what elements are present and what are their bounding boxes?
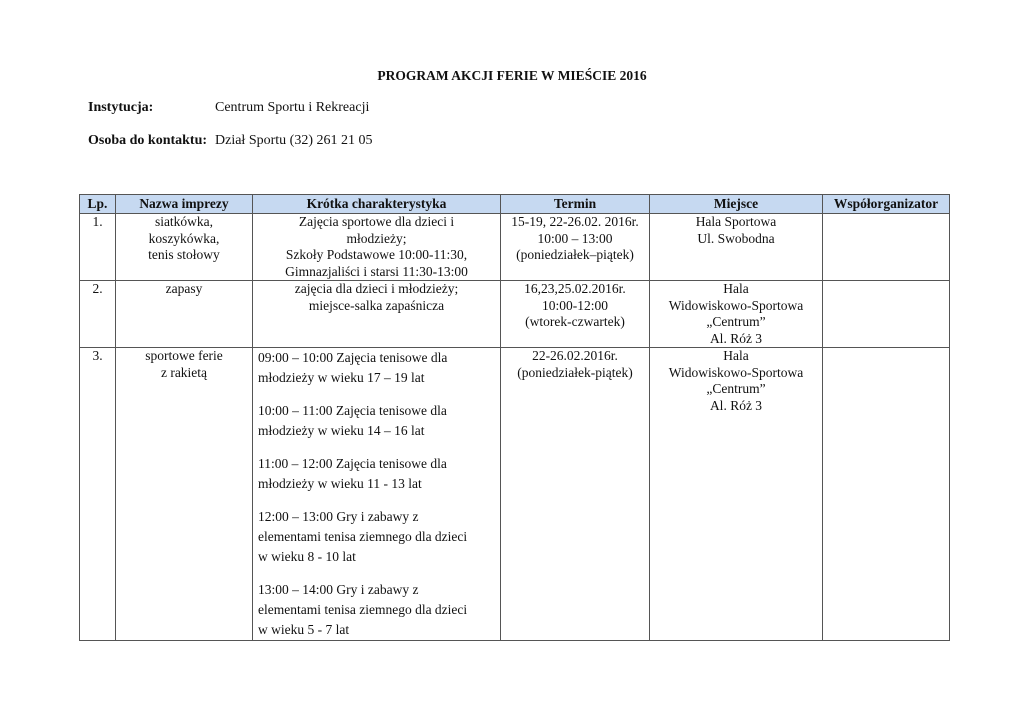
- schedule-paragraph: [258, 401, 497, 441]
- text-line: Hala: [723, 281, 749, 296]
- table-row: [80, 281, 950, 348]
- text-line: 13:00 – 14:00 Gry i zabawy z: [258, 582, 419, 597]
- cell-lp: 2.: [80, 281, 116, 348]
- text-line: Al. Róż 3: [709, 330, 763, 346]
- text-line: Al. Róż 3: [709, 397, 763, 413]
- text-line: Widowiskowo-Sportowa: [668, 364, 804, 380]
- text-line: młodzieży;: [346, 230, 407, 246]
- cell-coorganizer: [823, 348, 950, 641]
- cell-term: [501, 348, 650, 641]
- text-line: (wtorek-czwartek): [525, 314, 625, 329]
- text-line: Ul. Swobodna: [697, 230, 775, 246]
- header-coorganizer: Współorganizator: [823, 195, 950, 214]
- text-line: (poniedziałek–piątek): [516, 247, 634, 262]
- cell-event-name: [116, 348, 253, 641]
- cell-place: [650, 214, 823, 281]
- text-line: 10:00 – 11:00 Zajęcia tenisowe dla: [258, 403, 447, 418]
- text-line: 11:00 – 12:00 Zajęcia tenisowe dla: [258, 456, 447, 471]
- text-line: w wieku 5 - 7 lat: [258, 622, 350, 637]
- text-line: zajęcia dla dzieci i młodzieży;: [294, 281, 459, 296]
- text-line: miejsce-salka zapaśnicza: [308, 297, 445, 313]
- text-line: 10:00-12:00: [542, 297, 608, 313]
- text-line: 09:00 – 10:00 Zajęcia tenisowe dla: [258, 350, 448, 365]
- cell-place: [650, 281, 823, 348]
- header-place: Miejsce: [650, 195, 823, 214]
- cell-coorganizer: [823, 214, 950, 281]
- text-line: 10:00 – 13:00: [537, 230, 613, 246]
- text-line: młodzieży w wieku 17 – 19 lat: [258, 370, 425, 385]
- cell-term: [501, 214, 650, 281]
- header-term: Termin: [501, 195, 650, 214]
- header-event-name: Nazwa imprezy: [116, 195, 253, 214]
- text-line: siatkówka,: [154, 214, 214, 229]
- text-line: sportowe ferie: [145, 348, 223, 363]
- cell-place: [650, 348, 823, 641]
- text-line: „Centrum”: [706, 381, 766, 396]
- text-line: młodzieży w wieku 11 - 13 lat: [258, 476, 422, 491]
- schedule-paragraph: [258, 454, 497, 494]
- text-line: 15-19, 22-26.02. 2016r.: [511, 214, 639, 229]
- cell-coorganizer: [823, 281, 950, 348]
- text-line: Hala: [723, 348, 749, 363]
- cell-event-name: [116, 214, 253, 281]
- cell-description: [253, 281, 501, 348]
- text-line: elementami tenisa ziemnego dla dzieci: [258, 529, 468, 544]
- text-line: Szkoły Podstawowe 10:00-11:30,: [285, 247, 468, 262]
- text-line: Hala Sportowa: [695, 214, 777, 229]
- text-line: zapasy: [165, 281, 203, 296]
- table-row: [80, 348, 950, 641]
- institution-label: Instytucja:: [88, 100, 154, 115]
- text-line: Gimnazjaliści i starsi 11:30-13:00: [285, 263, 468, 279]
- text-line: „Centrum”: [706, 314, 766, 329]
- text-line: Widowiskowo-Sportowa: [668, 297, 804, 313]
- text-line: 22-26.02.2016r.: [532, 348, 618, 363]
- schedule-paragraph: [258, 580, 497, 640]
- text-line: (poniedziałek-piątek): [517, 364, 633, 380]
- text-line: w wieku 8 - 10 lat: [258, 549, 356, 564]
- text-line: tenis stołowy: [148, 247, 220, 262]
- cell-description: [253, 214, 501, 281]
- table-row: [80, 214, 950, 281]
- text-line: z rakietą: [160, 364, 208, 380]
- header-lp: Lp.: [80, 195, 116, 214]
- text-line: młodzieży w wieku 14 – 16 lat: [258, 423, 425, 438]
- text-line: 16,23,25.02.2016r.: [524, 281, 626, 296]
- header-description: Krótka charakterystyka: [253, 195, 501, 214]
- schedule-paragraph: [258, 348, 497, 388]
- document-title: PROGRAM AKCJI FERIE W MIEŚCIE 2016: [377, 68, 647, 83]
- cell-event-name: [116, 281, 253, 348]
- program-table: [79, 194, 950, 641]
- text-line: koszykówka,: [148, 230, 220, 246]
- institution-value: Centrum Sportu i Rekreacji: [215, 100, 370, 115]
- cell-lp: 3.: [80, 348, 116, 641]
- schedule-paragraph: [258, 507, 497, 567]
- cell-lp: 1.: [80, 214, 116, 281]
- contact-label: Osoba do kontaktu:: [88, 133, 208, 148]
- cell-term: [501, 281, 650, 348]
- text-line: elementami tenisa ziemnego dla dzieci: [258, 602, 468, 617]
- table-header-row: [80, 195, 950, 214]
- text-line: 12:00 – 13:00 Gry i zabawy z: [258, 509, 419, 524]
- contact-value: Dział Sportu (32) 261 21 05: [215, 133, 373, 148]
- text-line: Zajęcia sportowe dla dzieci i: [298, 214, 455, 229]
- cell-description: [253, 348, 501, 641]
